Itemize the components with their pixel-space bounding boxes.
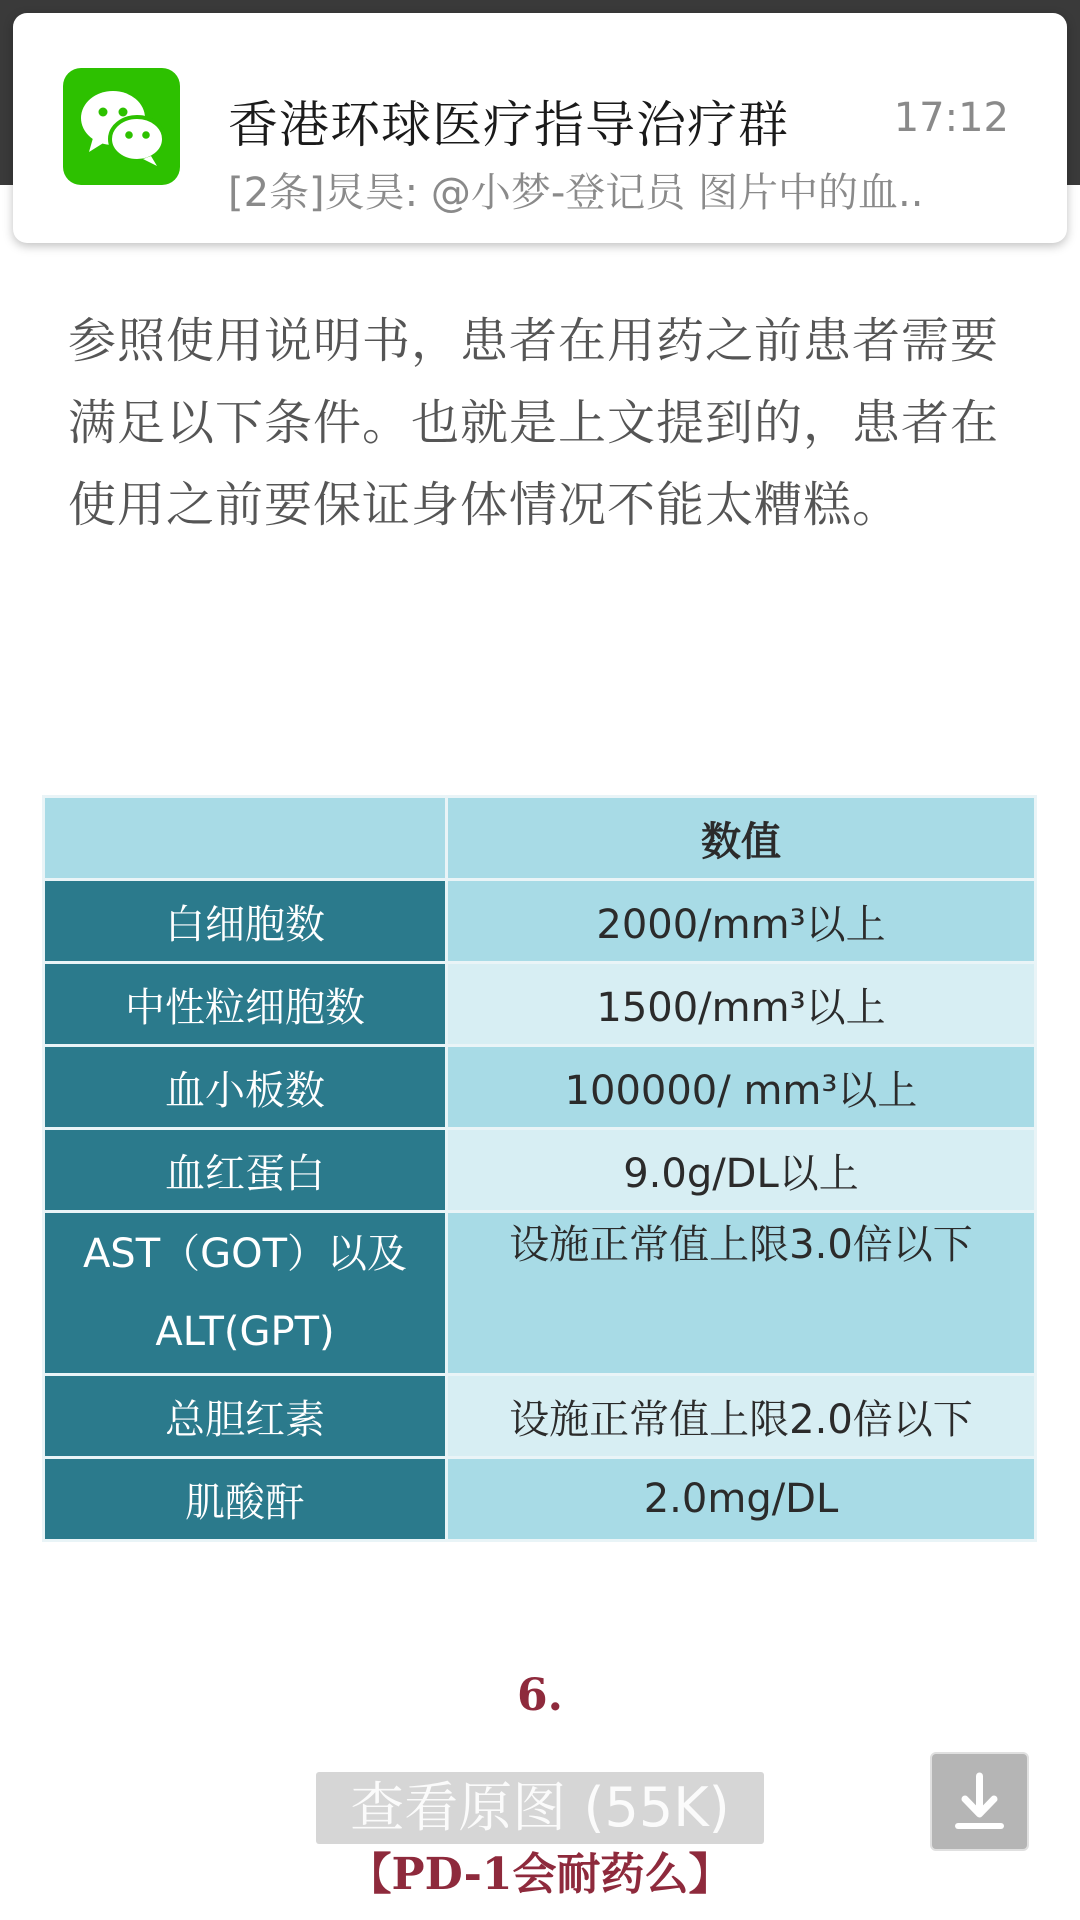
table-row-value: 2.0mg/DL bbox=[447, 1458, 1036, 1541]
table-header-empty-cell bbox=[44, 797, 447, 880]
wechat-notification-banner[interactable] bbox=[13, 13, 1067, 243]
table-row bbox=[44, 1129, 1036, 1212]
download-button[interactable] bbox=[930, 1752, 1029, 1851]
section-number: 6. bbox=[517, 1670, 563, 1721]
table-row-label: 血红蛋白 bbox=[44, 1129, 447, 1212]
view-original-image-button[interactable]: 查看原图 (55K) bbox=[316, 1772, 764, 1844]
table-row-label: 血小板数 bbox=[44, 1046, 447, 1129]
table-row-value: 设施正常值上限2.0倍以下 bbox=[447, 1375, 1036, 1458]
table-row-label: AST（GOT）以及ALT(GPT) bbox=[44, 1212, 447, 1375]
table-row-label: 中性粒细胞数 bbox=[44, 963, 447, 1046]
notification-message: [2条]炅昊: @小梦-登记员 图片中的血.. bbox=[228, 170, 924, 216]
table-row-value: 设施正常值上限3.0倍以下 bbox=[447, 1212, 1036, 1375]
table-row bbox=[44, 1375, 1036, 1458]
notification-title: 香港环球医疗指导治疗群 bbox=[228, 96, 789, 154]
wechat-icon bbox=[63, 68, 180, 185]
article-paragraph: 参照使用说明书，患者在用药之前患者需要满足以下条件。也就是上文提到的，患者在使用之前要保证身体情况不能太糟糕。 bbox=[68, 313, 1000, 533]
table-row-label: 总胆红素 bbox=[44, 1375, 447, 1458]
lab-requirements-table bbox=[42, 795, 1037, 1542]
table-row-value: 1500/mm³以上 bbox=[447, 963, 1036, 1046]
download-icon bbox=[932, 1754, 1027, 1849]
section-title: 【PD-1会耐药么】 bbox=[347, 1849, 733, 1900]
table-header-value: 数值 bbox=[447, 797, 1036, 880]
table-row bbox=[44, 880, 1036, 963]
table-row bbox=[44, 1046, 1036, 1129]
table-row-value: 2000/mm³以上 bbox=[447, 880, 1036, 963]
table-row-value: 9.0g/DL以上 bbox=[447, 1129, 1036, 1212]
table-row-value: 100000/ mm³以上 bbox=[447, 1046, 1036, 1129]
table-header-row bbox=[44, 797, 1036, 880]
table-row-label: 白细胞数 bbox=[44, 880, 447, 963]
table-row-label: 肌酸酐 bbox=[44, 1458, 447, 1541]
table-row bbox=[44, 1458, 1036, 1541]
table-row bbox=[44, 963, 1036, 1046]
notification-time: 17:12 bbox=[893, 95, 1009, 141]
table-row bbox=[44, 1212, 1036, 1375]
